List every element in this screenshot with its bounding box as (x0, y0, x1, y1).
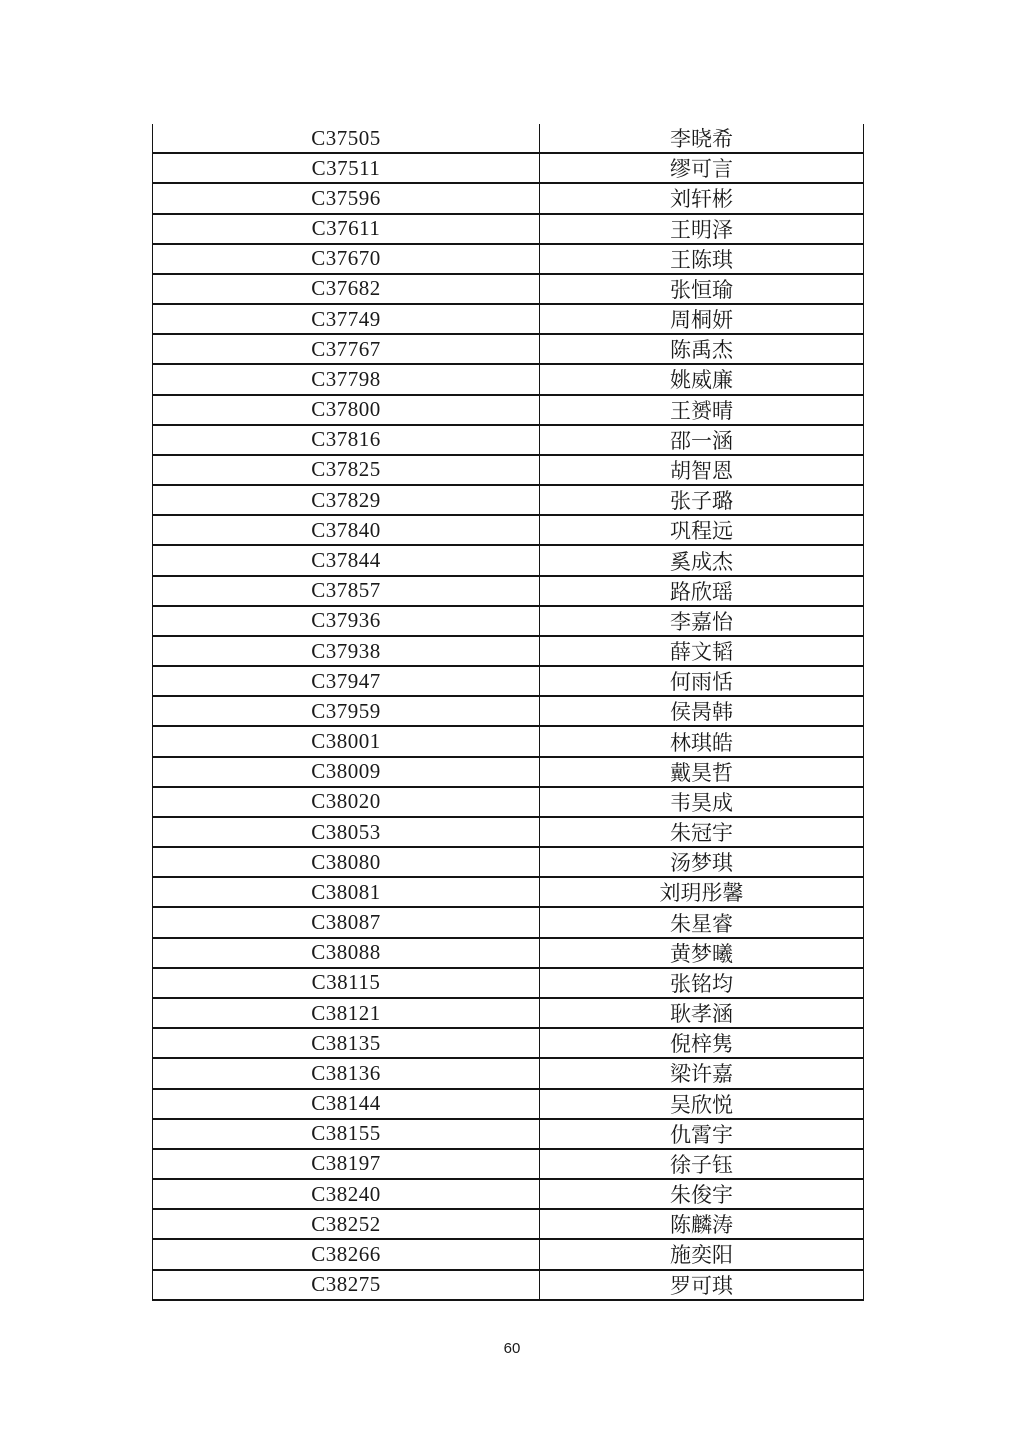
name-cell: 侯昺韩 (670, 700, 733, 725)
id-cell: C37936 (153, 607, 540, 635)
name-cell: 李晓希 (670, 127, 733, 152)
table-row (153, 788, 863, 818)
table-row (153, 1240, 863, 1270)
name-cell: 张恒瑜 (670, 277, 733, 302)
id-cell: C37596 (153, 184, 540, 212)
name-cell: 吴欣悦 (670, 1092, 733, 1117)
table-row (153, 908, 863, 938)
id-cell: C38240 (153, 1180, 540, 1208)
table-row (153, 546, 863, 576)
table-row (153, 184, 863, 214)
id-cell: C38020 (153, 788, 540, 816)
name-cell: 黄梦曦 (670, 941, 733, 966)
id-cell: C37670 (153, 245, 540, 273)
table-row (153, 154, 863, 184)
name-cell: 薛文韬 (670, 640, 733, 665)
name-cell: 王赟晴 (670, 398, 733, 423)
table-row (153, 878, 863, 908)
name-cell: 李嘉怡 (670, 609, 733, 634)
page-number: 60 (503, 1340, 521, 1357)
name-cell: 朱俊宇 (670, 1183, 733, 1208)
table-row (153, 486, 863, 516)
id-cell: C37511 (153, 154, 540, 182)
name-cell: 耿孝涵 (670, 1002, 733, 1027)
name-cell: 刘轩彬 (670, 187, 733, 212)
id-cell: C37840 (153, 516, 540, 544)
table-row (153, 1090, 863, 1120)
name-cell: 倪梓隽 (670, 1032, 733, 1057)
name-cell: 何雨恬 (670, 670, 733, 695)
id-cell: C37816 (153, 426, 540, 454)
table-row (153, 848, 863, 878)
id-cell: C38088 (153, 939, 540, 967)
name-cell: 戴昊哲 (670, 760, 733, 785)
name-cell: 施奕阳 (670, 1243, 733, 1268)
table-row (153, 1210, 863, 1240)
id-cell: C37800 (153, 396, 540, 424)
table-row (153, 939, 863, 969)
id-cell: C38155 (153, 1120, 540, 1148)
table-row (153, 969, 863, 999)
name-cell: 韦昊成 (670, 790, 733, 815)
name-cell: 朱星睿 (670, 911, 733, 936)
id-cell: C38087 (153, 908, 540, 936)
table-row (153, 607, 863, 637)
table-row (153, 1150, 863, 1180)
id-cell: C38081 (153, 878, 540, 906)
id-cell: C37825 (153, 456, 540, 484)
name-cell: 巩程远 (670, 519, 733, 544)
name-cell: 罗可琪 (670, 1273, 733, 1298)
table-row (153, 124, 863, 154)
table-row (153, 396, 863, 426)
name-cell: 徐子钰 (670, 1152, 733, 1177)
table-row (153, 818, 863, 848)
table-row (153, 365, 863, 395)
id-cell: C37844 (153, 546, 540, 574)
name-cell: 姚威廉 (670, 368, 733, 393)
table-row (153, 1029, 863, 1059)
roster-table (152, 124, 864, 1301)
table-row (153, 1059, 863, 1089)
id-cell: C38121 (153, 999, 540, 1027)
name-cell: 陈麟涛 (670, 1213, 733, 1238)
name-cell: 周桐妍 (670, 308, 733, 333)
table-row (153, 697, 863, 727)
id-cell: C38136 (153, 1059, 540, 1087)
id-cell: C38001 (153, 727, 540, 755)
id-cell: C38144 (153, 1090, 540, 1118)
name-cell: 王陈琪 (670, 247, 733, 272)
name-cell: 刘玥彤馨 (659, 881, 744, 906)
name-cell: 奚成杰 (670, 549, 733, 574)
name-cell: 缪可言 (670, 157, 733, 182)
name-cell: 邵一涵 (670, 428, 733, 453)
name-cell: 梁许嘉 (670, 1062, 733, 1087)
id-cell: C37959 (153, 697, 540, 725)
name-cell: 汤梦琪 (670, 851, 733, 876)
id-cell: C37611 (153, 215, 540, 243)
id-cell: C37857 (153, 577, 540, 605)
id-cell: C38080 (153, 848, 540, 876)
id-cell: C37947 (153, 667, 540, 695)
table-row (153, 426, 863, 456)
table-row (153, 577, 863, 607)
id-cell: C37505 (153, 124, 540, 152)
name-cell: 林琪皓 (670, 730, 733, 755)
id-cell: C37682 (153, 275, 540, 303)
name-cell: 仇霄宇 (670, 1122, 733, 1147)
id-cell: C38275 (153, 1271, 540, 1299)
table-row (153, 516, 863, 546)
table-row (153, 275, 863, 305)
table-row (153, 637, 863, 667)
table-row (153, 335, 863, 365)
id-cell: C37938 (153, 637, 540, 665)
name-cell: 张铭均 (670, 971, 733, 996)
name-cell: 陈禹杰 (670, 338, 733, 363)
id-cell: C38135 (153, 1029, 540, 1057)
id-cell: C38266 (153, 1240, 540, 1268)
id-cell: C38009 (153, 758, 540, 786)
name-cell: 胡智恩 (670, 458, 733, 483)
id-cell: C38197 (153, 1150, 540, 1178)
id-cell: C38053 (153, 818, 540, 846)
table-row (153, 1271, 863, 1301)
table-row (153, 667, 863, 697)
id-cell: C37767 (153, 335, 540, 363)
id-cell: C37829 (153, 486, 540, 514)
table-row (153, 215, 863, 245)
id-cell: C38252 (153, 1210, 540, 1238)
id-cell: C38115 (153, 969, 540, 997)
table-row (153, 1180, 863, 1210)
name-cell: 路欣瑶 (670, 579, 733, 604)
table-row (153, 456, 863, 486)
table-row (153, 758, 863, 788)
table-row (153, 999, 863, 1029)
table-row (153, 305, 863, 335)
name-cell: 张子璐 (670, 489, 733, 514)
name-cell: 王明泽 (670, 217, 733, 242)
id-cell: C37798 (153, 365, 540, 393)
name-cell: 朱冠宇 (670, 821, 733, 846)
table-row (153, 727, 863, 757)
table-row (153, 1120, 863, 1150)
table-row (153, 245, 863, 275)
id-cell: C37749 (153, 305, 540, 333)
